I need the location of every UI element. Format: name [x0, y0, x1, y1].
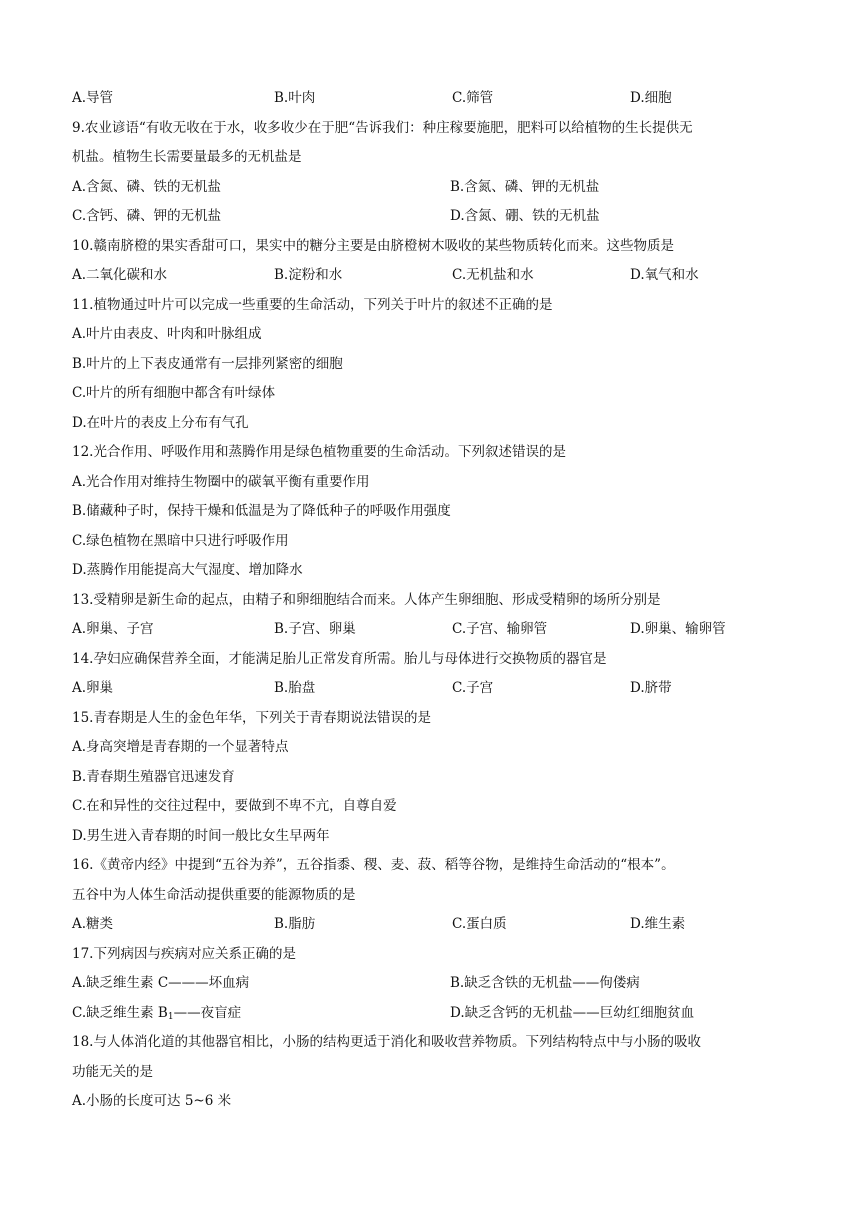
q10-stem: 10.赣南脐橙的果实香甜可口，果实中的糖分主要是由脐橙树木吸收的某些物质转化而来。这些物质是	[72, 237, 674, 254]
q17-option-c-prefix: C.缺乏维生素 B	[72, 1004, 168, 1021]
q17-option-d: D.缺乏含钙的无机盐——巨幼红细胞贫血	[450, 1004, 695, 1021]
q8-option-b: B.叶肉	[274, 90, 316, 106]
q12-option-c: C.绿色植物在黑暗中只进行呼吸作用	[72, 532, 289, 549]
q9-option-a: A.含氮、磷、铁的无机盐	[72, 178, 222, 195]
q10-option-b: B.淀粉和水	[274, 267, 343, 283]
q14-option-c: C.子宫	[452, 680, 494, 696]
q9-option-d: D.含氮、硼、铁的无机盐	[450, 208, 600, 224]
q10-option-d: D.氧气和水	[630, 267, 699, 283]
q17-option-b: B.缺乏含铁的无机盐——佝偻病	[450, 975, 640, 991]
q16-stem-line1: 16.《黄帝内经》中提到“五谷为养”，五谷指黍、稷、麦、菽、稻等谷物，是维持生命活动的“根本”。	[72, 857, 675, 873]
q8-option-c: C.筛管	[452, 90, 494, 106]
q15-option-b: B.青春期生殖器官迅速发育	[72, 768, 235, 785]
q14-option-a: A.卵巢	[72, 680, 114, 696]
q8-option-d: D.细胞	[630, 90, 672, 106]
q11-option-d: D.在叶片的表皮上分布有气孔	[72, 414, 249, 431]
q11-option-b: B.叶片的上下表皮通常有一层排列紧密的细胞	[72, 355, 343, 372]
q9-stem-line2: 机盐。植物生长需要量最多的无机盐是	[72, 149, 302, 165]
q16-option-a: A.糖类	[72, 916, 114, 932]
q12-option-d: D.蒸腾作用能提高大气湿度、增加降水	[72, 562, 303, 578]
q8-option-a: A.导管	[72, 90, 114, 106]
q16-option-b: B.脂肪	[274, 916, 316, 932]
q13-option-c: C.子宫、输卵管	[452, 621, 548, 637]
q17-option-a: A.缺乏维生素 C———坏血病	[72, 975, 250, 991]
q8-options	[72, 84, 792, 114]
q16-option-d: D.维生素	[630, 916, 686, 932]
q13-stem: 13.受精卵是新生命的起点，由精子和卵细胞结合而来。人体产生卵细胞、形成受精卵的场所分别是	[72, 591, 661, 608]
q17-option-c	[72, 999, 450, 1033]
q15-stem: 15.青春期是人生的金色年华，下列关于青春期说法错误的是	[72, 709, 431, 726]
q17-stem: 17.下列病因与疾病对应关系正确的是	[72, 945, 296, 962]
q11-option-c: C.叶片的所有细胞中都含有叶绿体	[72, 385, 276, 401]
q17-option-c-subscript: 1	[167, 1011, 174, 1022]
q11-option-a: A.叶片由表皮、叶肉和叶脉组成	[72, 326, 262, 342]
q12-stem: 12.光合作用、呼吸作用和蒸腾作用是绿色植物重要的生命活动。下列叙述错误的是	[72, 444, 566, 460]
q18-stem-line1: 18.与人体消化道的其他器官相比，小肠的结构更适于消化和吸收营养物质。下列结构特点中与小肠的吸收	[72, 1034, 701, 1050]
q10-options	[72, 261, 792, 291]
q13-options	[72, 615, 792, 645]
exam-page	[72, 84, 792, 1117]
q14-option-b: B.胎盘	[274, 680, 316, 696]
q16-options	[72, 910, 792, 940]
q15-option-d: D.男生进入青春期的时间一般比女生早两年	[72, 827, 330, 844]
q9-options-row1	[72, 173, 792, 203]
q18-stem-line2: 功能无关的是	[72, 1063, 153, 1080]
q9-option-c: C.含钙、磷、钾的无机盐	[72, 208, 222, 224]
q12-option-b: B.储藏种子时，保持干燥和低温是为了降低种子的呼吸作用强度	[72, 503, 451, 519]
q14-stem: 14.孕妇应确保营养全面，才能满足胎儿正常发育所需。胎儿与母体进行交换物质的器官是	[72, 650, 607, 667]
q10-option-a: A.二氧化碳和水	[72, 267, 168, 283]
q11-stem: 11.植物通过叶片可以完成一些重要的生命活动，下列关于叶片的叙述不正确的是	[72, 296, 553, 313]
q9-options-row2	[72, 202, 792, 232]
q13-option-a: A.卵巢、子宫	[72, 621, 154, 637]
q17-option-c-suffix: ——夜盲症	[173, 1004, 242, 1021]
q13-option-b: B.子宫、卵巢	[274, 621, 356, 637]
q18-option-a: A.小肠的长度可达 5~6 米	[72, 1093, 232, 1109]
q17-options-row1	[72, 969, 792, 999]
q13-option-d: D.卵巢、输卵管	[630, 621, 726, 637]
q10-option-c: C.无机盐和水	[452, 267, 534, 283]
q16-stem-line2: 五谷中为人体生命活动提供重要的能源物质的是	[72, 886, 356, 903]
q14-option-d: D.脐带	[630, 680, 672, 696]
q12-option-a: A.光合作用对维持生物圈中的碳氧平衡有重要作用	[72, 473, 370, 490]
q15-option-a: A.身高突增是青春期的一个显著特点	[72, 739, 289, 755]
q15-option-c: C.在和异性的交往过程中，要做到不卑不亢，自尊自爱	[72, 798, 397, 814]
q9-option-b: B.含氮、磷、钾的无机盐	[450, 178, 600, 195]
q9-stem-line1: 9.农业谚语“有收无收在于水，收多收少在于肥“告诉我们：种庄稼要施肥，肥料可以给植物的生长提供无	[72, 119, 693, 136]
q16-option-c: C.蛋白质	[452, 916, 507, 932]
q14-options	[72, 674, 792, 704]
q17-options-row2	[72, 999, 792, 1029]
